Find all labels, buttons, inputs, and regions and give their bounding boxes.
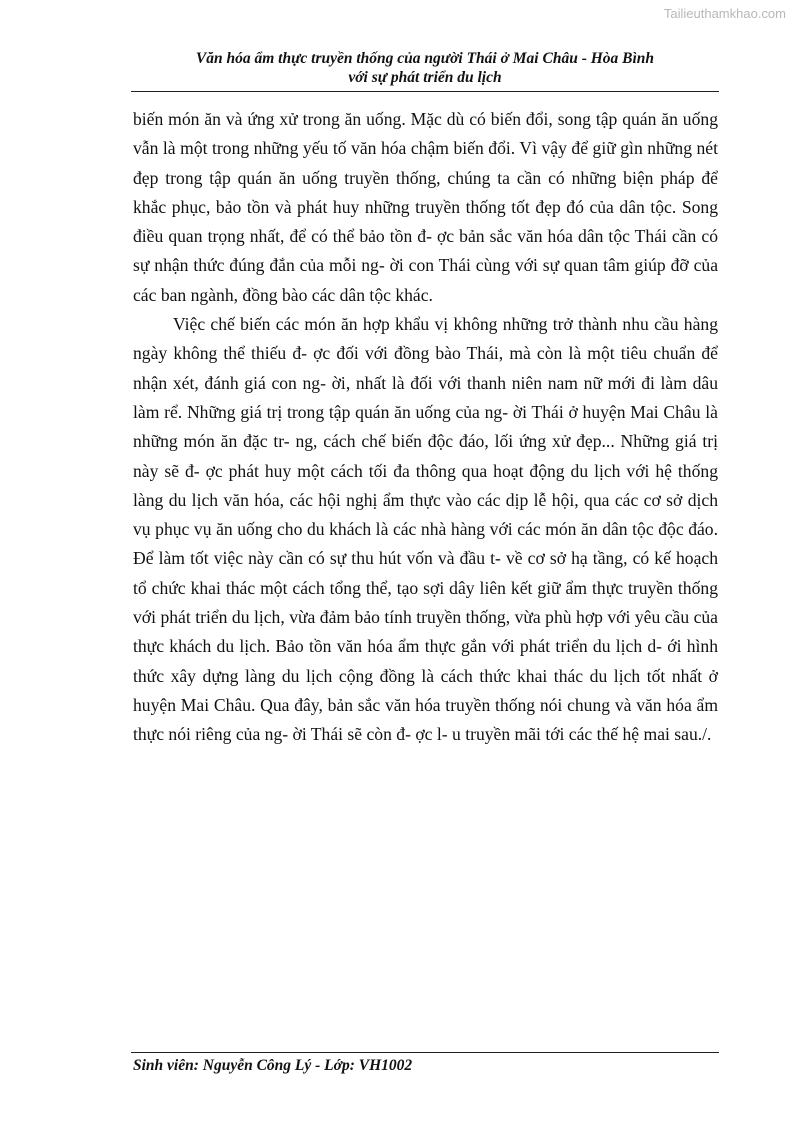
header-title-line-2: với sự phát triển du lịch (348, 69, 502, 86)
document-body (133, 105, 718, 750)
running-header (131, 49, 719, 87)
footer-divider (131, 1052, 719, 1053)
watermark-text: Tailieuthamkhao.com (663, 6, 786, 21)
paragraph: Việc chế biến các món ăn hợp khẩu vị không những trở thành nhu cầu hàng ngày không thể thiếu đ- ợc đối với đồng bào Thái, mà còn là một tiêu chuẩn để nhận xét, đánh giá con ng- ời, nhất là đối với thanh niên nam nữ mới đi làm dâu làm rể. Những giá trị trong tập quán ăn uống của ng- ời Thái ở huyện Mai Châu là những món ăn đặc tr- ng, cách chế biến độc đáo, lối ứng xử đẹp... Những giá trị này sẽ đ- ợc phát huy một cách tối đa thông qua hoạt động du lịch với hệ thống làng du lịch văn hóa, các hội nghị ẩm thực vào các dịp lễ hội, qua các cơ sở dịch vụ phục vụ ăn uống cho du khách là các nhà hàng với các món ăn dân tộc độc đáo. Để làm tốt việc này cần có sự thu hút vốn và đầu t- về cơ sở hạ tầng, có kế hoạch tổ chức khai thác một cách tổng thể, tạo sợi dây liên kết giữ ẩm thực truyền thống với phát triển du lịch, vừa đảm bảo tính truyền thống, vừa phù hợp với yêu cầu của thực khách du lịch. Bảo tồn văn hóa ẩm thực gắn với phát triển du lịch d- ới hình thức xây dựng làng du lịch cộng đồng là cách thức khai thác du lịch tốt nhất ở huyện Mai Châu. Qua đây, bản sắc văn hóa truyền thống nói chung và văn hóa ẩm thực nói riêng của ng- ời Thái sẽ còn đ- ợc l- u truyền mãi tới các thế hệ mai sau./. (133, 314, 718, 745)
running-footer: Sinh viên: Nguyễn Công Lý - Lớp: VH1002 (133, 1057, 413, 1074)
header-divider (131, 91, 719, 92)
paragraph-continued: biến món ăn và ứng xử trong ăn uống. Mặc dù có biến đổi, song tập quán ăn uống vẫn là một trong những yếu tố văn hóa chậm biến đổi. Vì vậy để giữ gìn những nét đẹp trong tập quán ăn uống truyền thống, chúng ta cần có những biện pháp để khắc phục, bảo tồn và phát huy những truyền thống tốt đẹp đó của dân tộc. Song điều quan trọng nhất, để có thể bảo tồn đ- ợc bản sắc văn hóa dân tộc Thái cần có sự nhận thức đúng đắn của mỗi ng- ời con Thái cùng với sự quan tâm giúp đỡ của các ban ngành, đồng bào các dân tộc khác. (133, 109, 718, 305)
header-title-line-1: Văn hóa ẩm thực truyền thống của người Thái ở Mai Châu - Hòa Bình (195, 50, 655, 67)
